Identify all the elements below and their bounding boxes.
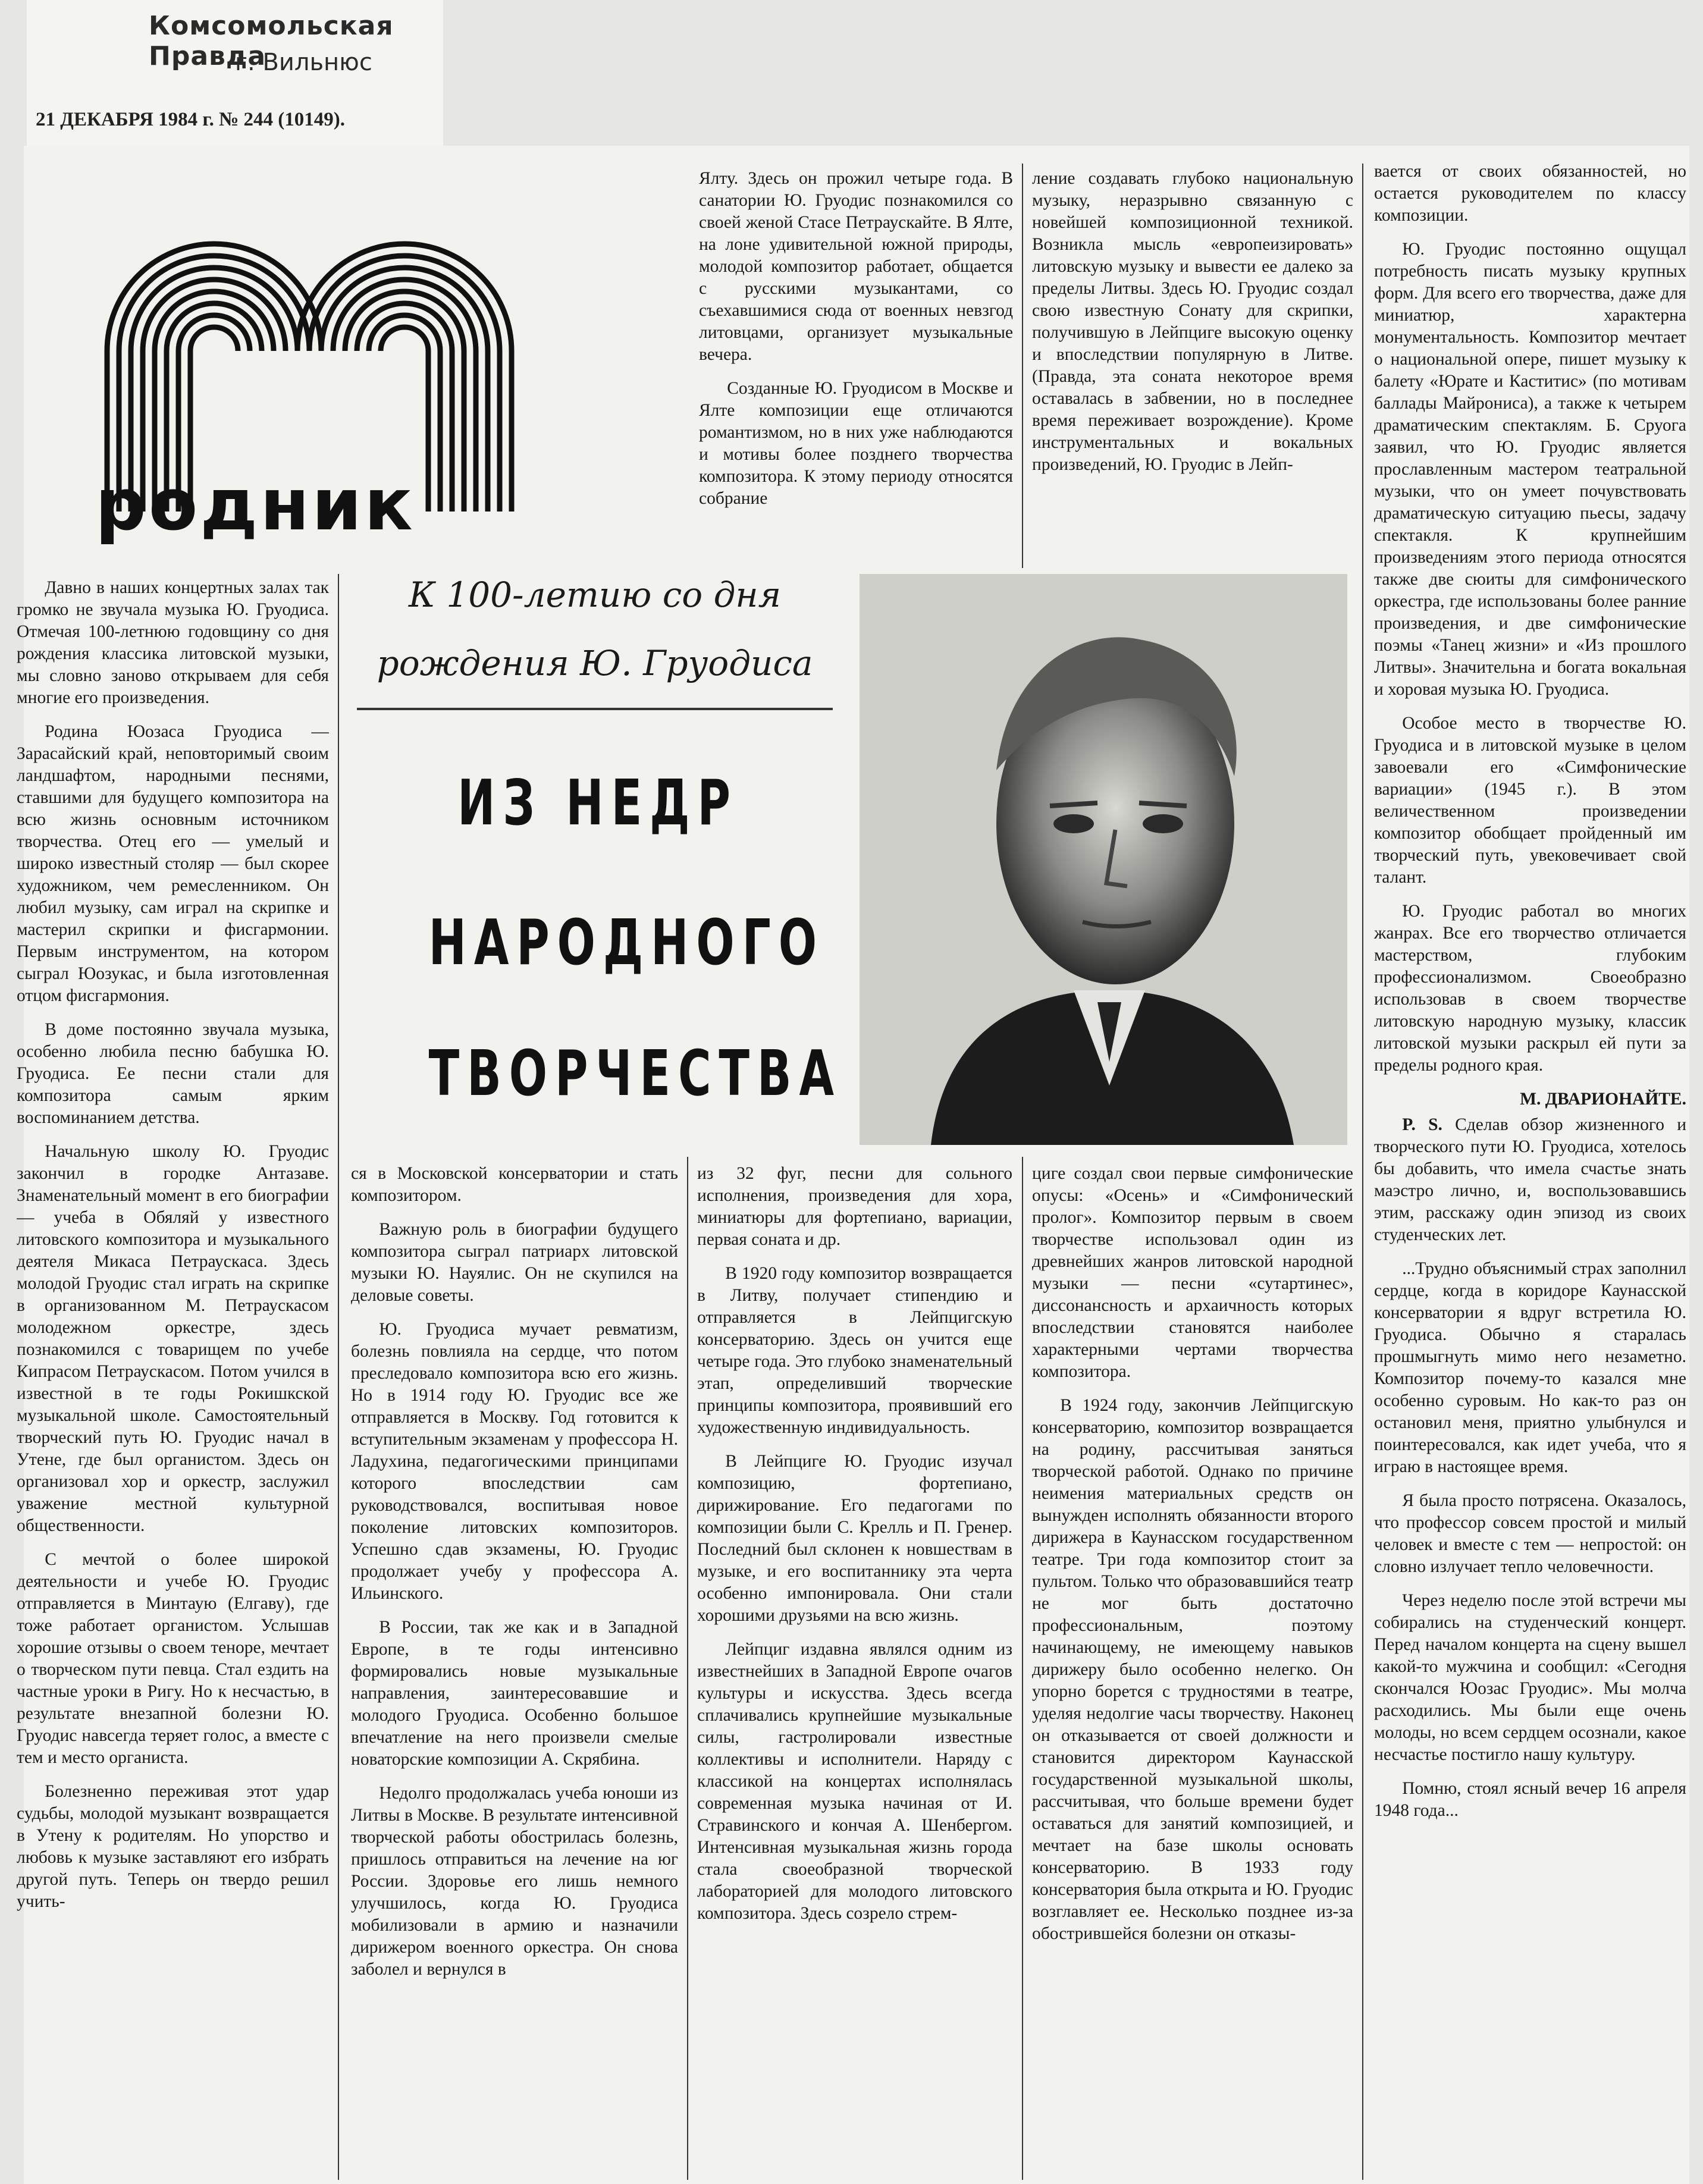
postscript — [1374, 1114, 1686, 1246]
paragraph: Через неделю после этой встречи мы собирались на студенческий концерт. Перед началом концерта на сцену вышел какой-то мужчина и сообщил: «Сегодня скончался Юозас Груодис». Мы молча расходились. Мы были еще очень молоды, но всем сердцем осознали, какое несчастье постигло нашу культуру. — [1374, 1591, 1686, 1764]
paragraph: Родина Юозаса Груодиса — Зарасайский край, неповторимый своим ландшафтом, народными песнями, ставшими для будущего композитора на всю жизнь основным источником творчества. Отец его — умелый и широко известный столяр — был скорее художником, чем ремесленником. Он любил музыку, сам играл на скрипке и мастерил скрипки и фисгармонии. Первым инструментом, на котором сыграл Юозукас, и была изготовленная отцом фисгармония. — [17, 722, 329, 1005]
kicker-divider — [357, 708, 833, 710]
kicker-line-2: рождения Ю. Груодиса — [377, 643, 813, 683]
column-rule-1 — [338, 574, 339, 2180]
paragraph: В России, так же как и в Западной Европе, в те годы интенсивно формировались новые музыкальные направления, заинтересовавшие и молодого Груодиса. Особенно большое впечатление на него произвели смелые новаторские композиции А. Скрябина. — [351, 1618, 678, 1769]
paragraph: ление создавать глубоко национальную музыку, неразрывно связанную с новейшей композиционной техникой. Возникла мысль «европеизировать» литовскую музыку и вывести ее далеко за пределы Литвы. Здесь Ю. Груодис создал свою известную Сонату для скрипки, получившую в Лейпциге высокую оценку и впоследствии популярную в Литве. (Правда, эта соната некоторое время оставалась в забвении, но в последнее время переживает возрождение). Кроме инструментальных и вокальных произведений, Ю. Груодис в Лейп- — [1032, 169, 1353, 474]
paragraph: Я была просто потрясена. Оказалось, что профессор совсем простой и милый человек и вместе с тем — непростой: он словно излучает тепло человечности. — [1374, 1491, 1686, 1576]
article-column-4-bottom — [1032, 1163, 1353, 2183]
paragraph: Важную роль в биографии будущего композитора сыграл патриарх литовской музыки Ю. Науялис. Он не скупился на деловые советы. — [351, 1220, 678, 1305]
paragraph: Недолго продолжалась учеба юноши из Литвы в Москве. В результате интенсивной творческой работы обострилась болезнь, пришлось отправиться на лечение на юг России. Здоровье его лишь немного улучшилось, когда Ю. Груодиса мобилизовали в армию и назначили дирижером военного оркестра. Он снова заболел и вернулся в — [351, 1784, 678, 1979]
paragraph: Ю. Груодиса мучает ревматизм, болезнь повлияла на сердце, что потом преследовало композитора всю его жизнь. Но в 1914 году Ю. Груодис все же отправляется в Москву. Год готовится к вступительным экзаменам у профессора Н. Ладухина, педагогическими принципами которого впоследствии сам руководствовался, воспитывая новое поколение литовских композиторов. Успешно сдав экзамены, Ю. Груодис продолжает учебу у профессора А. Ильинского. — [351, 1320, 678, 1603]
paragraph: Начальную школу Ю. Груодис закончил в городке Антазаве. Знаменательный момент в его биографии — учеба в Обяляй у известного литовского композитора и музыкального деятеля Микаса Петраускаса. Здесь молодой Груодис стал играть на скрипке в организованном М. Петраускасом молодежном оркестре, здесь познакомился с товарищем по учебе Кипрасом Петраускасом. Потом учился в известной в те годы Рокишкской музыкальной школе. Самостоятельный творческий путь Ю. Груодис начал в Утене, где был органистом. Здесь он организовал хор и оркестр, заслужил уважение местной культурной общественности. — [17, 1142, 329, 1535]
issue-date: 21 ДЕКАБРЯ 1984 г. № 244 (10149). — [36, 109, 346, 130]
paragraph: В доме постоянно звучала музыка, особенно любила песню бабушка Ю. Груодиса. Ее песни стали для композитора самым ярким воспоминанием детства. — [17, 1020, 329, 1127]
postscript-label: P. S. — [1402, 1115, 1442, 1134]
paragraph: Ю. Груодис работал во многих жанрах. Все его творчество отличается мастерством, глубоким профессионализмом. Своеобразно использовав в своем творчестве литовскую народную музыку, классик литовской музыки раскрыл ей пути за пределы родного края. — [1374, 902, 1686, 1075]
newspaper-name: Комсомольская Правда — [149, 11, 394, 71]
column-rule-4 — [1022, 1157, 1023, 2180]
paragraph: вается от своих обязанностей, но остается руководителем по классу композиции. — [1374, 162, 1686, 225]
paragraph: Ялту. Здесь он прожил четыре года. В санатории Ю. Груодис познакомился со своей женой Стасе Петраускайте. В Ялте, на лоне удивительной южной природы, молодой композитор работает, общается с русскими музыкантами, со съехавшимися сюда от военных невзгод литовцами, организует музыкальные вечера. — [699, 169, 1013, 364]
column-rule-3 — [1022, 164, 1023, 568]
headline-line-3: ТВОРЧЕСТВА — [428, 1037, 842, 1110]
kicker-line-1: К 100-летию со дня — [409, 575, 781, 615]
paragraph: С мечтой о более широкой деятельности и учебе Ю. Груодис отправляется в Минтаую (Елгаву), где тоже работает органистом. Услышав хорошие отзывы о своем теноре, мечтает о творческом пути певца. Стал ездить на частные уроки в Ригу. Но к несчастью, в результате внезапной болезни Ю. Груодис навсегда теряет голос, а вместе с тем и место органиста. — [17, 1550, 329, 1767]
paragraph: ся в Московской консерватории и стать композитором. — [351, 1164, 678, 1205]
column-rule-2 — [687, 1157, 688, 2180]
clipping-stamp — [27, 0, 443, 146]
paragraph: Лейпциг издавна являлся одним из известнейших в Западной Европе очагов культуры и искусства. Здесь всегда сплачивались крупнейшие музыкальные силы, гастролировали известные коллективы и исполнители. Наряду с классикой на концертах исполнялась современная музыка начиная от И. Стравинского и кончая А. Шенбергом. Интенсивная музыкальная жизнь города стала своеобразной творческой лабораторией для молодого литовского композитора. Здесь созрело стрем- — [697, 1640, 1012, 1923]
city-name: г. Вильнюс — [235, 49, 372, 76]
paragraph: циге создал свои первые симфонические опусы: «Осень» и «Симфонический пролог». Композитор первым в своем творчестве использовал один из древнейших жанров литовской народной музыки — песни «сутартинес», диссонансность и архаичность которых впоследствии становятся наиболее характерными чертами творчества композитора. — [1032, 1164, 1353, 1381]
postscript-text: Сделав обзор жизненного и творческого пути Ю. Груодиса, хотелось бы добавить, что имела счастье знать маэстро лично, и, воспользовавшись этим, расскажу один эпизод из своих студенческих лет. — [1374, 1115, 1686, 1244]
article-column-2 — [351, 1163, 678, 2183]
paragraph: Особое место в творчестве Ю. Груодиса и в литовской музыке в целом завоевали его «Симфонические вариации» (1945 г.). В этом величественном произведении композитор обобщает пройденный им творческий путь, увековечивает свой талант. — [1374, 714, 1686, 887]
paragraph: ...Трудно объяснимый страх заполнил сердце, когда в коридоре Каунасской консерватории я вдруг встретила Ю. Груодиса. Обычно я старалась прошмыгнуть мимо него незаметно. Композитор почему-то казался мне особенно суровым. Но как-то раз он остановил меня, приятно улыбнулся и поинтересовался, как идет учеба, что я играю в настоящее время. — [1374, 1259, 1686, 1476]
paragraph: В 1920 году композитор возвращается в Литву, получает стипендию и отправляется в Лейпцигскую консерваторию. Здесь он учится еще четыре года. Это глубоко знаменательный этап, определивший творческие принципы композитора, проявивший его художественную индивидуальность. — [697, 1264, 1012, 1437]
paragraph: Болезненно переживая этот удар судьбы, молодой музыкант возвращается в Утену к родителям. Но упорство и любовь к музыке заставляют его избрать другой путь. Теперь он твердо решил учить- — [17, 1782, 329, 1911]
headline-line-2: НАРОДНОГО — [428, 906, 825, 979]
headline-line-1: ИЗ НЕДР — [457, 767, 738, 839]
article-column-4-top — [1032, 168, 1353, 566]
column-rule-5 — [1362, 164, 1363, 2180]
paragraph: Помню, стоял ясный вечер 16 апреля 1948 года... — [1374, 1779, 1686, 1820]
article-column-5 — [1374, 161, 1686, 2183]
article-column-1 — [17, 577, 329, 2183]
author-signature: М. ДВАРИОНАЙТЕ. — [1520, 1090, 1686, 1109]
paragraph: В 1924 году, закончив Лейпцигскую консерваторию, композитор возвращается на родину, рассчитывая заняться творческой работой. Однако по причине неимения материальных средств он вынужден исполнять обязанности второго дирижера в Каунасском государственном театре. Три года композитор стоит за пультом. Только что образовавшийся театр не мог быть достаточно профессиональным, поэтому начинающему, не имеющему навыков дирижеру было особенно нелегко. Он упорно борется с трудностями в театре, уделяя недолгие часы творчеству. Наконец он отказывается от своей должности и становится директором Каунасской государственной музыкальной школы, рассчитывая, что больше времени будет оставаться для занятий композицией, и мечтает на базе школы основать консерваторию. В 1933 году консерватория была открыта и Ю. Груодис возглавляет ее. Несколько позднее из-за обострившейся болезни он отказы- — [1032, 1396, 1353, 1943]
article-column-3-bottom — [697, 1163, 1012, 2183]
portrait-photo — [860, 574, 1347, 1145]
paragraph: Ю. Груодис постоянно ощущал потребность писать музыку крупных форм. Для всего его творчества, даже для миниатюр, характерна монументальность. Композитор мечтает о национальной опере, пишет музыку к балету «Юрате и Каститис» (по мотивам баллады Майрониса), а также к четырем драматическим спектаклям. Б. Сруога заявил, что Ю. Груодис является прославленным мастером театральной музыки, что он умеет почувствовать драматическую ситуацию пьесы, задачу спектакля. К крупнейшим произведениям этого периода относятся также две сюиты для симфонического оркестра, где использованы более ранние произведения, и две симфонические поэмы «Танец жизни» и «Из прошлого Литвы». Значительна и богата вокальная и хоровая музыка Ю. Груодиса. — [1374, 240, 1686, 699]
rubric-title: родник — [95, 464, 415, 547]
paragraph: из 32 фуг, песни для сольного исполнения, произведения для хора, миниатюры для фортепиано, вариации, первая соната и др. — [697, 1164, 1012, 1249]
paragraph: Созданные Ю. Груодисом в Москве и Ялте композиции еще отличаются романтизмом, но в них уже наблюдаются и мотивы более позднего творчества композитора. К этому периоду относятся собрание — [699, 379, 1013, 508]
article-column-3-top — [699, 168, 1013, 566]
paragraph: В Лейпциге Ю. Груодис изучал композицию, фортепиано, дирижирование. Его педагогами по композиции были С. Крелль и П. Гренер. Последний был склонен к новшествам в музыке, и его воспитаннику эта черта особенно импонировала. Они стали хорошими друзьями на всю жизнь. — [697, 1452, 1012, 1625]
paragraph: Давно в наших концертных залах так громко не звучала музыка Ю. Груодиса. Отмечая 100-летнюю годовщину со дня рождения классика литовской музыки, мы словно заново открываем для себя многие его произведения. — [17, 578, 329, 707]
